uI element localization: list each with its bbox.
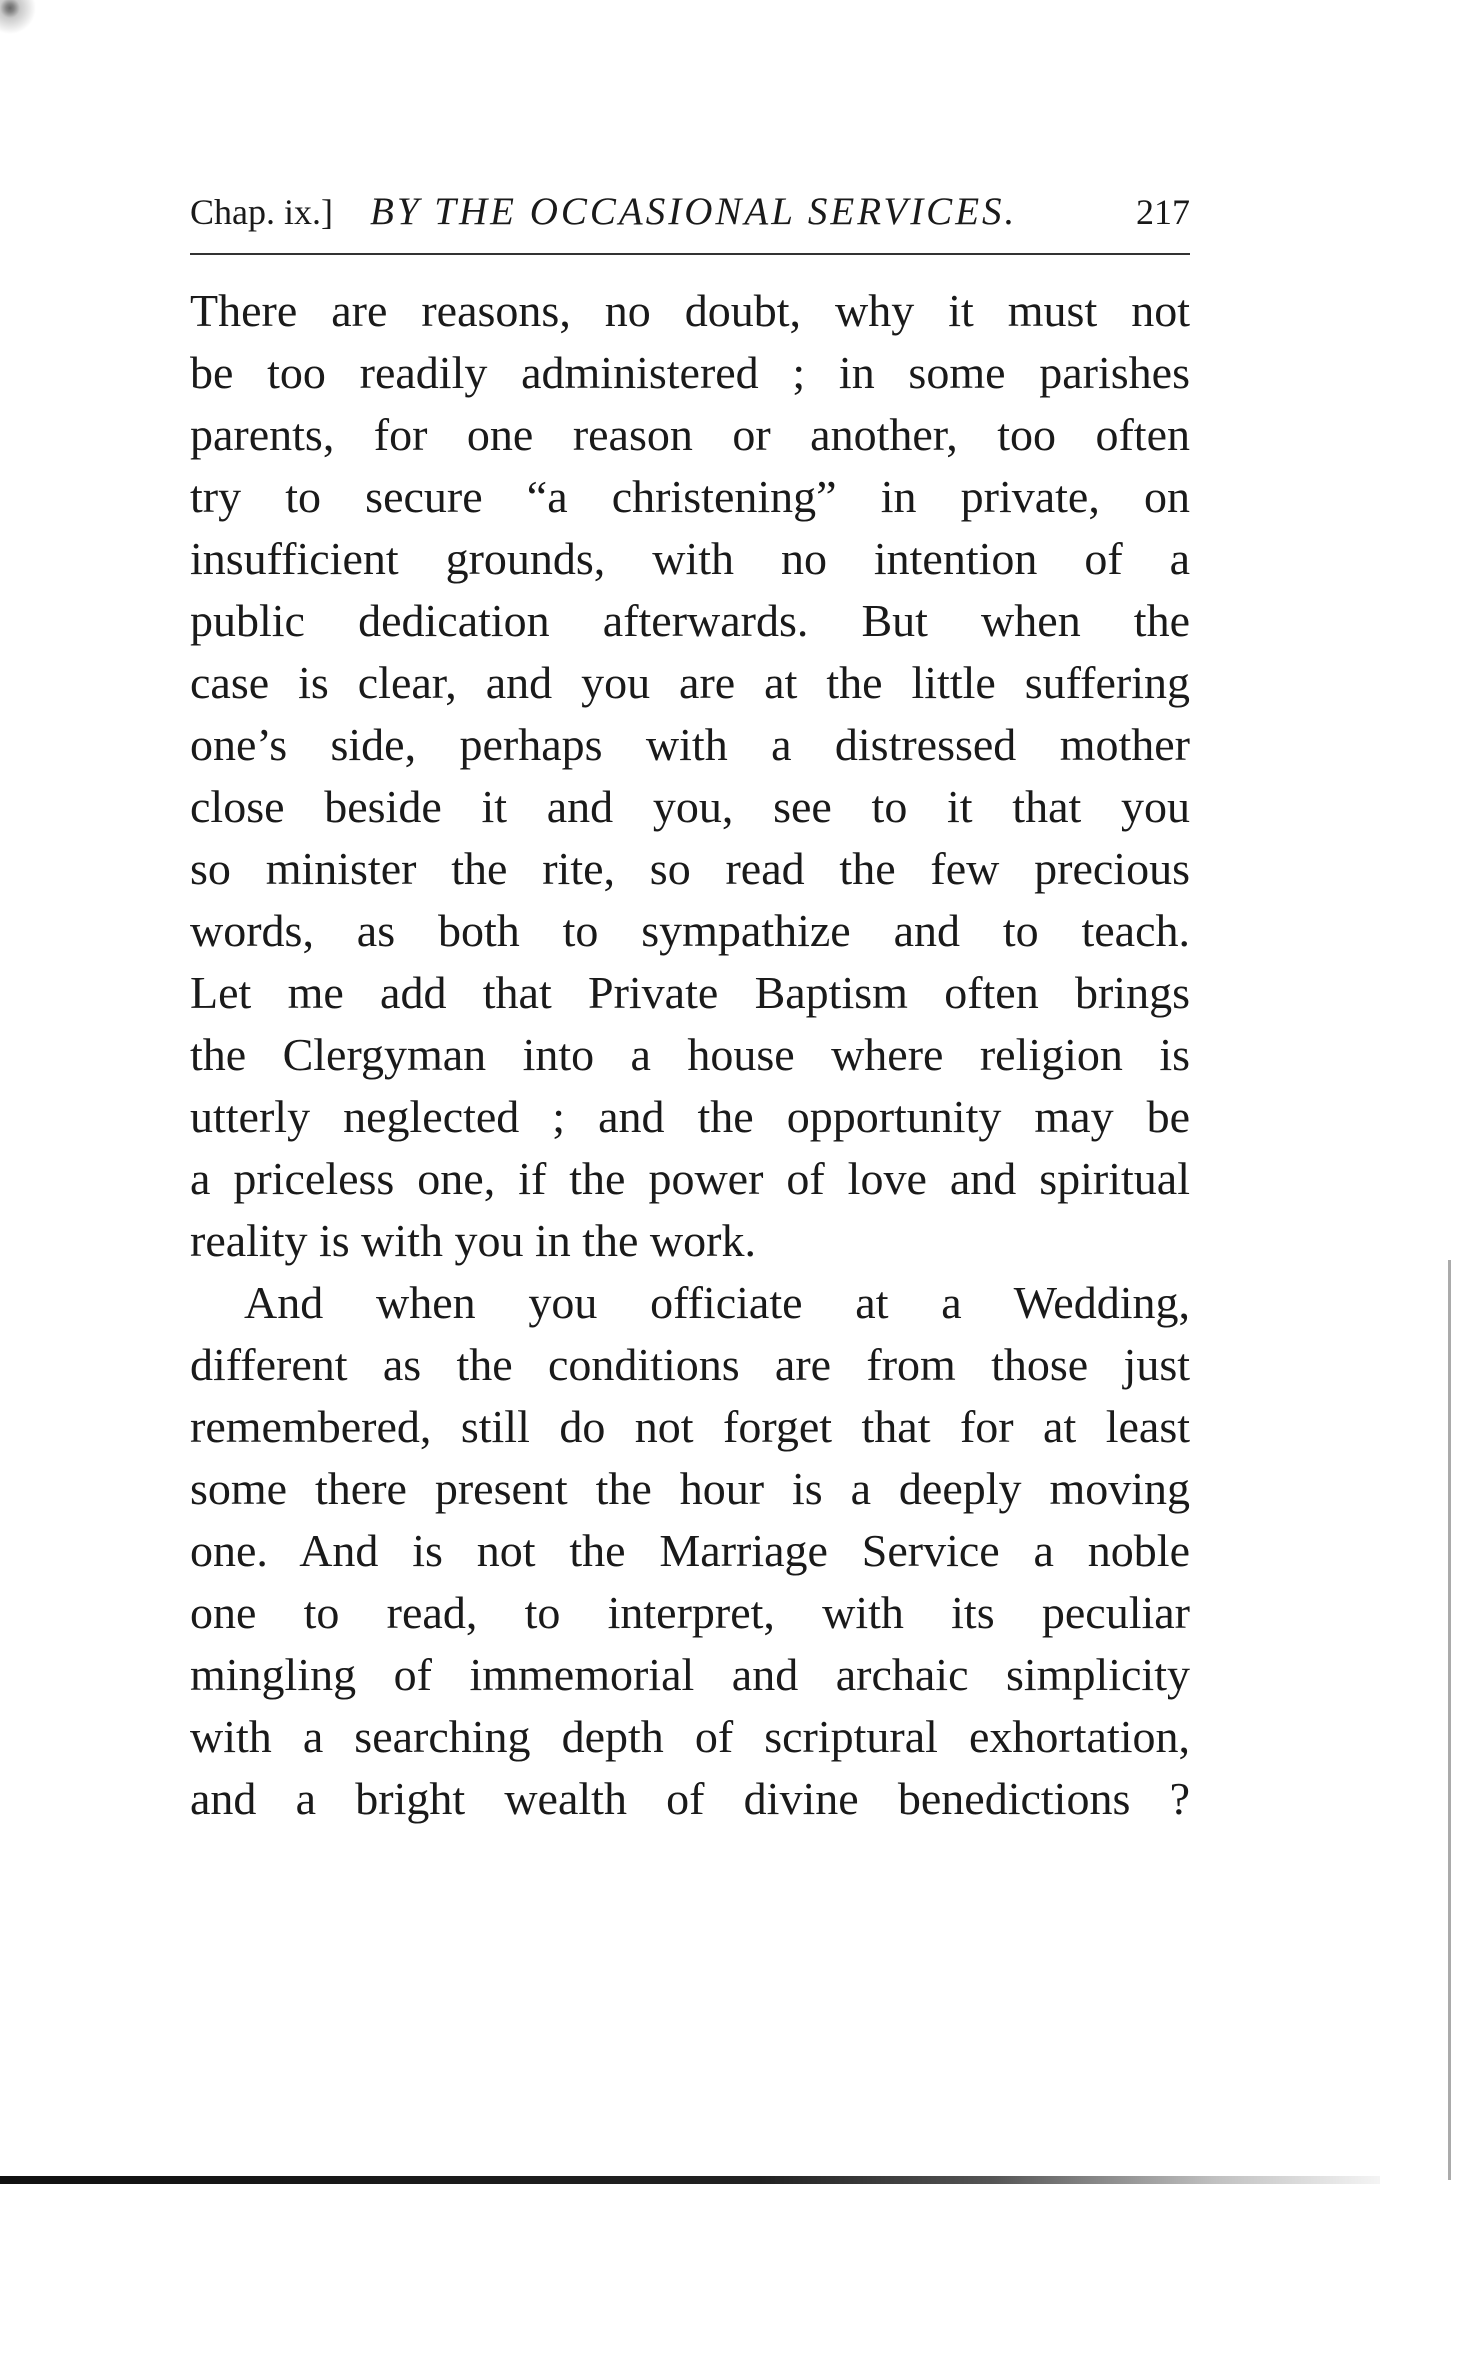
text-line: case is clear, and you are at the little suffering — [190, 657, 1190, 708]
text-line: public dedication afterwards. But when the — [190, 595, 1190, 646]
scan-speck — [0, 0, 60, 60]
text-line: with a searching depth of scriptural exhortation, — [190, 1711, 1190, 1762]
text-line: parents, for one reason or another, too often — [190, 409, 1190, 460]
text-line: remembered, still do not forget that for at least — [190, 1401, 1190, 1452]
running-title: BY THE OCCASIONAL SERVICES. — [370, 190, 1018, 233]
header-rule — [190, 253, 1190, 255]
text-line: a priceless one, if the power of love and spiritual — [190, 1153, 1190, 1204]
page-bottom-rule — [0, 2176, 1380, 2184]
text-line: try to secure “a christening” in private, on — [190, 471, 1190, 522]
text-line: so minister the rite, so read the few precious — [190, 843, 1190, 894]
text-line: words, as both to sympathize and to teach. — [190, 905, 1190, 956]
chapter-reference: Chap. ix.] — [190, 192, 333, 232]
text-line: insufficient grounds, with no intention of a — [190, 533, 1190, 584]
text-line: close beside it and you, see to it that you — [190, 781, 1190, 832]
text-line: and a bright wealth of divine benedictions ? — [190, 1773, 1190, 1824]
body-text — [190, 280, 1190, 1830]
text-line: the Clergyman into a house where religion is — [190, 1029, 1190, 1080]
page-edge-shadow — [1448, 1260, 1451, 2180]
text-line: utterly neglected ; and the opportunity may be — [190, 1091, 1190, 1142]
text-line: some there present the hour is a deeply moving — [190, 1463, 1190, 1514]
text-line: There are reasons, no doubt, why it must not — [190, 285, 1190, 336]
paragraph-end-line: reality is with you in the work. — [190, 1215, 756, 1266]
text-line: one. And is not the Marriage Service a noble — [190, 1525, 1190, 1576]
page-number: 217 — [1136, 192, 1190, 232]
text-line: be too readily administered ; in some parishes — [190, 347, 1190, 398]
running-head — [190, 182, 1190, 242]
paragraph-start-line: And when you officiate at a Wedding, — [244, 1277, 1190, 1328]
text-line: one’s side, perhaps with a distressed mother — [190, 719, 1190, 770]
text-line: mingling of immemorial and archaic simplicity — [190, 1649, 1190, 1700]
text-line: different as the conditions are from those just — [190, 1339, 1190, 1390]
text-line: Let me add that Private Baptism often brings — [190, 967, 1190, 1018]
text-line: one to read, to interpret, with its peculiar — [190, 1587, 1190, 1638]
